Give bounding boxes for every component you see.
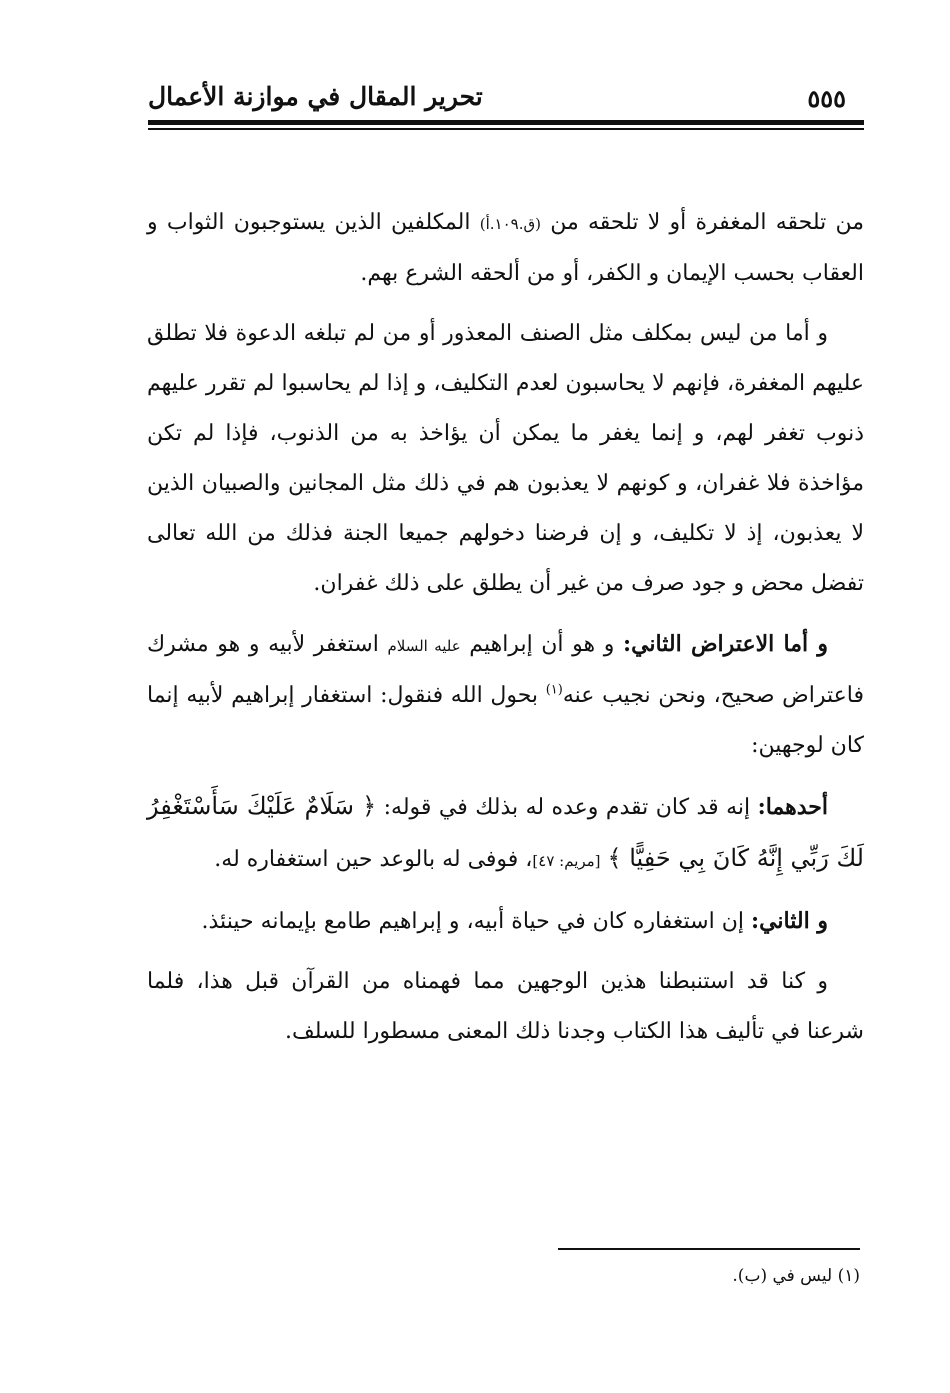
paragraph-1 [147, 198, 864, 299]
paragraph-3-text-a: و هو أن إبراهيم [460, 632, 623, 657]
page-number: ٥٥٥ [807, 84, 846, 113]
header-rule-thin [148, 128, 864, 130]
objection-heading: و أما الاعتراض الثاني: [622, 631, 828, 657]
paragraph-5 [147, 896, 864, 947]
paragraph-4-text-b: ، فوفى له بالوعد حين استغفاره له. [214, 847, 533, 872]
paragraph-1-text-b: المكلفين الذين يستوجبون الثواب و العقاب بحسب الإيمان و الكفر، أو من ألحقه الشرع بهم. [147, 210, 864, 286]
running-header [148, 80, 860, 120]
paragraph-3-text-b: استغفر لأبيه و هو مشرك فاعتراض صحيح، ونحن نجيب عنه [147, 632, 865, 708]
footnote-1-marker: (١) [837, 1266, 860, 1286]
second-reason-heading: و الثاني: [750, 908, 828, 934]
verse-citation: [مريم: ٤٧] [532, 852, 601, 870]
paragraph-5-text-a: إن استغفاره كان في حياة أبيه، و إبراهيم طامع بإيمانه حينئذ. [201, 909, 751, 934]
manuscript-folio-ref: (ق.١٠٩.أ) [479, 215, 541, 233]
paragraph-4-text-a: إنه قد كان تقدم وعده له بذلك في قوله: [376, 795, 758, 820]
paragraph-1-text-a: من تلحقه المغفرة أو لا تلحقه من [540, 210, 864, 235]
footnote-separator [558, 1248, 860, 1250]
running-title: تحرير المقال في موازنة الأعمال [148, 82, 483, 111]
header-rule-thick [148, 120, 864, 125]
first-reason-heading: أحدهما: [757, 794, 828, 820]
footnote-1 [560, 1266, 860, 1286]
footnote-reference: (١) [545, 682, 563, 698]
footnote-1-text: ليس في (ب). [732, 1266, 833, 1286]
paragraph-4 [147, 781, 864, 886]
paragraph-3-text-c: بحول الله فنقول: استغفار إبراهيم لأبيه إنما كان لوجهين: [147, 683, 864, 758]
paragraph-3 [147, 619, 864, 771]
paragraph-2: و أما من ليس بمكلف مثل الصنف المعذور أو من لم تبلغه الدعوة فلا تطلق عليهم المغفرة، فإنهم لا يحاسبون لعدم التكليف، و إذا لم يحاسبوا لم تقرر عليهم ذنوب تغفر لهم، و إنما يغفر ما يمكن أن يؤاخذ به من الذنوب، فإذا لم تكن مؤاخذة فلا غفران، و كونهم لا يعذبون هم في ذلك مثل المجانين والصبيان الذين لا يعذبون، إذ لا تكليف، و إن فرضنا دخولهم جميعا الجنة فذلك من الله تعالى تفضل محض و جود صرف من غير أن يطلق على ذلك غفران. [147, 321, 864, 596]
quran-verse: ﴿ سَلَامٌ عَلَيْكَ سَأَسْتَغْفِرُ لَكَ رَبِّي إِنَّهُ كَانَ بِي حَفِيًّا ﴾ [147, 792, 864, 872]
honorific: عليه السلام [387, 637, 461, 655]
paragraph-6: و كنا قد استنبطنا هذين الوجهين مما فهمناه من القرآن قبل هذا، فلما شرعنا في تأليف هذا الكتاب وجدنا ذلك المعنى مسطورا للسلف. [147, 969, 864, 1044]
main-text [147, 198, 864, 1057]
